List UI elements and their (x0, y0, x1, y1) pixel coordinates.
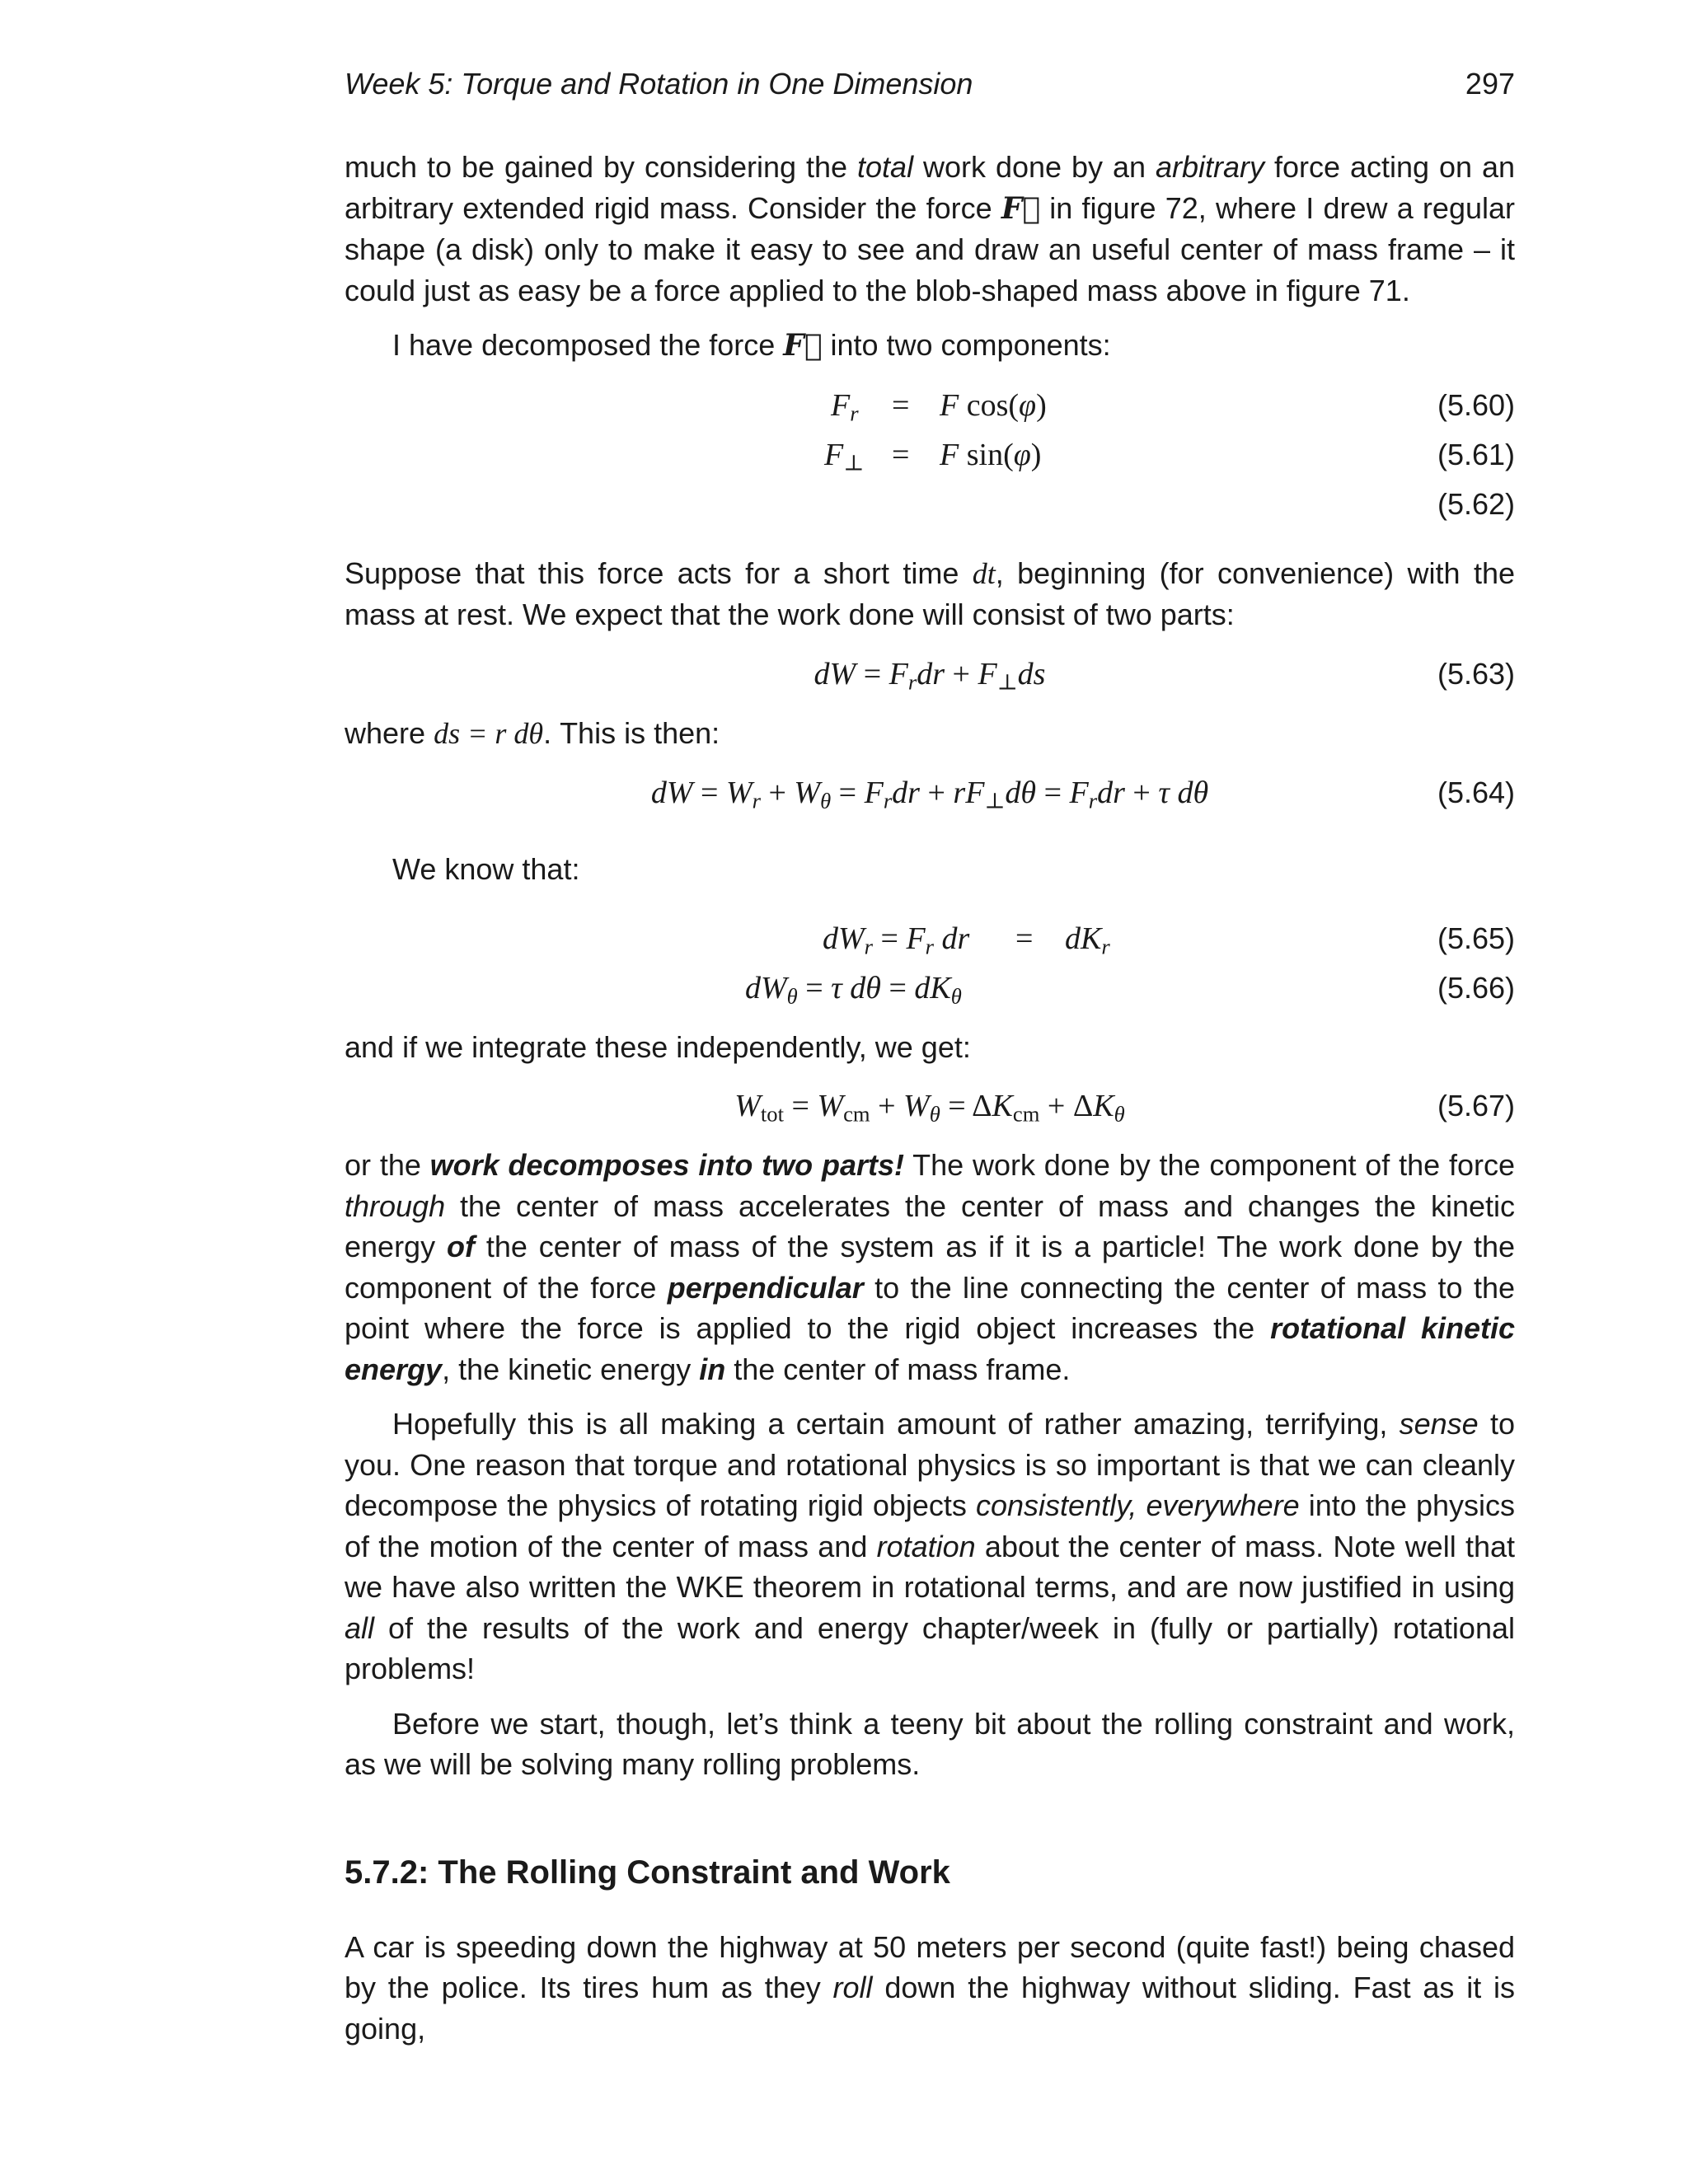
equation-number: (5.64) (1437, 776, 1515, 809)
section-heading: 5.7.2: The Rolling Constraint and Work (345, 1854, 950, 1891)
document-page (345, 0, 1515, 2184)
emphasis-bold: perpendicular (667, 1270, 864, 1305)
force-vector-symbol: F⃗ (783, 328, 823, 363)
equation-5-62 (345, 480, 1515, 529)
emphasis-roll: roll (832, 1971, 873, 2004)
emphasis-total: total (857, 150, 914, 184)
paragraph-before-we-start: Before we start, though, let’s think a teeny bit about the rolling constraint and work, as we will be solving many rolling problems. (345, 1706, 1515, 1781)
equation-5-67: $W_{tot} = W_{cm} + W_\theta = \Delta K_{cm} + \Delta K_\theta$ (5.67) (345, 1081, 1515, 1131)
emphasis-all: all (345, 1610, 375, 1645)
paragraph-short-time: Suppose that this force acts for a short time dt, beginning (for convenience) with the mass at rest. We expect that the work done will consist of two parts: (345, 555, 1515, 631)
paragraph-intro: much to be gained by considering the total work done by an arbitrary force acting on an arbitrary extended rigid mass. Consider the force F⃗ in figure 72, where I drew a regular shape (a disk) only to make it easy to see and draw an useful center of mass frame – it could just as easy be a force applied to the blob-shaped mass above in figure 71. (345, 150, 1515, 307)
emphasis-bold: rotational kinetic energy (345, 1311, 1515, 1386)
equation-5-61: $F_\perp$ = F sin(φ) (5.61) (345, 430, 1515, 480)
paragraph-decompose: I have decomposed the force F⃗ into two components: (392, 328, 1111, 363)
emphasis-rotation: rotation (876, 1529, 976, 1563)
equation-number: (5.66) (1437, 970, 1515, 1005)
paragraph-work-decomposes: or the work decomposes into two parts! The work done by the component of the force through the center of mass accelerates the center of mass and changes the kinetic energy of the center of mass of the system as if it is a particle! The work done by the component of the force perpendicular to the line connecting the center of mass to the point where the force is applied to the rigid object increases the rotational kinetic energy, the kinetic energy in the center of mass frame. (345, 1148, 1516, 1386)
paragraph-hopefully: Hopefully this is all making a certain amount of rather amazing, terrifying, sense to you. One reason that torque and rotational physics is so important is that we can cleanly decompose the physics of rotating rigid objects consistently, everywhere into the physics of the motion of the center of mass and rotation about the center of mass. Note well that we have also written the WKE theorem in rotational terms, and are now justified in using all of the results of the work and energy chapter/week in (fully or partially) rotational problems! (345, 1407, 1516, 1685)
equation-number: (5.63) (1437, 656, 1515, 691)
paragraph-car-speeding: A car is speeding down the highway at 50 meters per second (quite fast!) being chased by the police. Its tires hum as they roll down the highway without sliding. Fast as it is going, (345, 1929, 1515, 2046)
emphasis-bold: of (446, 1230, 475, 1263)
running-header-title: Week 5: Torque and Rotation in One Dimension (345, 67, 973, 101)
equation-5-66: $dW_\theta = \tau$ $d\theta = dK_\theta$ (5.66) (345, 963, 1515, 1013)
paragraph-we-know: We know that: (392, 852, 580, 886)
running-header (345, 64, 1515, 104)
emphasis-through: through (345, 1188, 446, 1223)
equation-5-65: $dW_r = F_r$ dr = $dK_r$ (5.65) (345, 914, 1515, 963)
equation-number: (5.60) (1437, 387, 1515, 422)
paragraph-where-ds: where ds = r dθ. This is then: (345, 715, 720, 750)
emphasis-arbitrary: arbitrary (1155, 150, 1265, 184)
emphasis-sense: sense (1399, 1407, 1479, 1441)
equation-number: (5.62) (1437, 486, 1515, 521)
emphasis-bold: work decomposes into two parts! (429, 1148, 904, 1182)
force-vector-symbol: F⃗ (1001, 190, 1041, 226)
page-body (345, 147, 1515, 2049)
equation-number: (5.67) (1437, 1089, 1515, 1122)
emphasis-bold: in (699, 1352, 726, 1386)
equation-5-63: dW = $F_rdr + F_\perp ds$ (5.63) (345, 649, 1515, 699)
emphasis-consistently: consistently, everywhere (976, 1488, 1300, 1522)
equation-5-60: $F_r$ = F cos(φ) (5.60) (345, 381, 1515, 430)
page-number: 297 (1465, 67, 1515, 101)
equation-5-64: dW = $W_r + W_\theta = F_rdr + rF_\perp d\theta = F_rdr + \tau$ dθ (5.64) (345, 768, 1515, 818)
equation-number: (5.65) (1437, 921, 1515, 955)
equation-number: (5.61) (1437, 437, 1515, 471)
paragraph-integrate: and if we integrate these independently, we get: (345, 1029, 971, 1064)
